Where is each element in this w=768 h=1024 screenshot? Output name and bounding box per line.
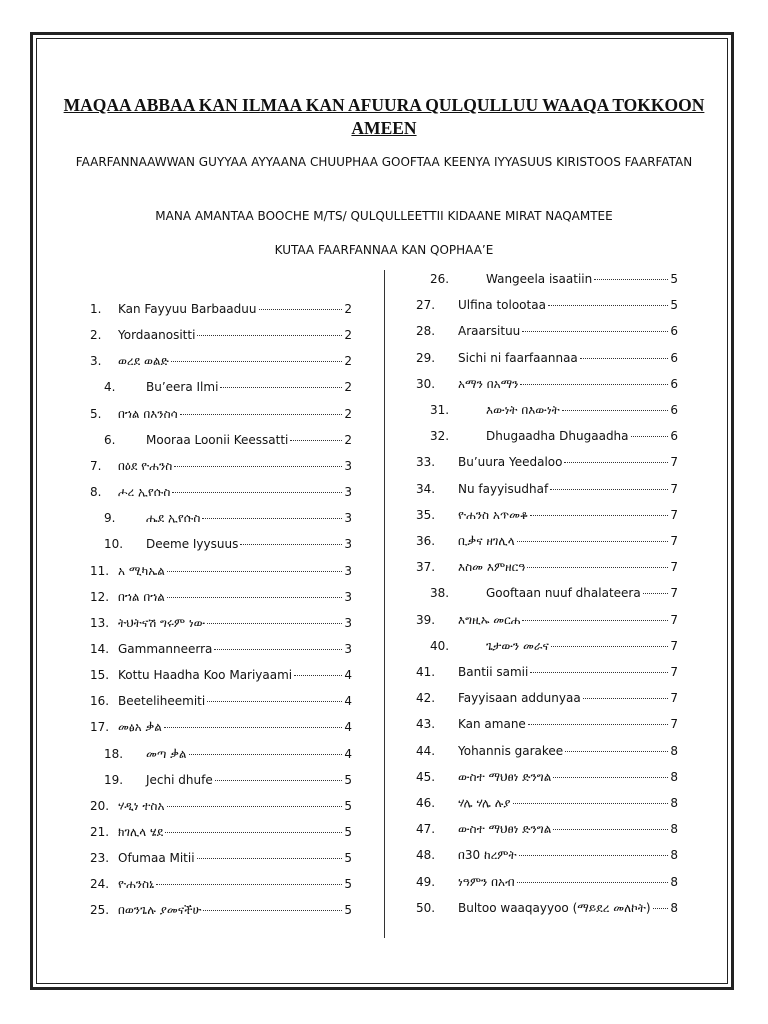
toc-entry[interactable] xyxy=(90,720,352,740)
toc-entry-number: 44. xyxy=(416,743,436,758)
toc-entry[interactable] xyxy=(416,901,678,921)
toc-entry-leader xyxy=(517,541,669,542)
toc-entry-title: Jechi dhufe xyxy=(146,772,213,787)
toc-entry-page: 4 xyxy=(344,694,352,709)
toc-entry-leader xyxy=(522,331,668,332)
toc-entry-leader xyxy=(171,361,343,362)
toc-entry-page: 2 xyxy=(344,432,352,447)
toc-entry-number: 48. xyxy=(416,848,436,863)
toc-entry[interactable] xyxy=(90,694,352,714)
toc-entry[interactable] xyxy=(416,848,678,868)
church-name: MANA AMANTAA BOOCHE M/TS/ QULQULLEETTII KIDAANE MIRAT NAQAMTEE xyxy=(155,209,613,223)
toc-entry-leader xyxy=(189,754,343,755)
toc-entry-title: ወረደ ወልድ xyxy=(118,354,169,369)
toc-entry-page: 6 xyxy=(670,429,678,444)
toc-entry-number: 27. xyxy=(416,298,436,313)
toc-entry-number: 47. xyxy=(416,822,436,837)
toc-entry-title: ሖረ ኢየሱስ xyxy=(118,485,171,500)
toc-entry[interactable] xyxy=(90,616,352,636)
toc-entry-number: 20. xyxy=(90,798,110,813)
toc-entry-title: Nu fayyisudhaf xyxy=(458,481,549,496)
toc-entry-page: 3 xyxy=(344,485,352,500)
toc-entry-leader xyxy=(530,515,668,516)
toc-entry-title: በኀል በኀል xyxy=(118,589,165,604)
toc-entry-leader xyxy=(565,751,668,752)
toc-entry-page: 5 xyxy=(670,298,678,313)
toc-entry-number: 3. xyxy=(90,354,102,369)
toc-entry-page: 2 xyxy=(344,406,352,421)
toc-entry-number: 31. xyxy=(430,403,450,417)
toc-entry-page: 7 xyxy=(670,455,678,470)
toc-entry-leader xyxy=(180,414,343,415)
toc-entry-page: 7 xyxy=(670,507,678,522)
toc-entry-leader xyxy=(528,724,669,725)
toc-entry-page: 2 xyxy=(344,328,352,343)
document-subtitle: FAARFANNAAWWAN GUYYAA AYYAANA CHUUPHAA GOOFTAA KEENYA IYYASUUS KIRISTOOS FAARFATAN xyxy=(75,155,693,169)
toc-entry[interactable] xyxy=(90,302,352,322)
toc-entry-leader xyxy=(197,335,342,336)
toc-entry[interactable] xyxy=(104,511,352,531)
toc-entry-title: በዕደ ዮሐንስ xyxy=(118,458,173,473)
toc-entry-page: 8 xyxy=(670,769,678,784)
toc-entry-page: 3 xyxy=(344,641,352,656)
toc-entry-number: 49. xyxy=(416,874,436,889)
toc-entry[interactable] xyxy=(416,822,678,842)
toc-entry-leader xyxy=(530,672,668,673)
toc-entry-title: Bantii samii xyxy=(458,665,529,679)
toc-entry-page: 7 xyxy=(670,717,678,732)
toc-entry-leader xyxy=(294,675,342,676)
toc-entry-page: 4 xyxy=(344,746,352,761)
toc-entry[interactable] xyxy=(90,407,352,427)
toc-entry-number: 36. xyxy=(416,534,436,548)
toc-entry-number: 41. xyxy=(416,665,436,679)
toc-entry-page: 3 xyxy=(344,615,352,630)
toc-entry-page: 8 xyxy=(670,743,678,758)
toc-entry-title: ክገሊላ ሄደ xyxy=(118,825,164,839)
toc-entry-number: 13. xyxy=(90,615,110,630)
toc-entry[interactable] xyxy=(416,455,678,475)
toc-entry-number: 23. xyxy=(90,851,110,866)
toc-entry-leader xyxy=(215,780,343,781)
toc-entry[interactable] xyxy=(416,796,678,816)
toc-entry-title: Mooraa Loonii Keessatti xyxy=(146,432,289,447)
toc-entry[interactable] xyxy=(90,485,352,505)
toc-entry-page: 6 xyxy=(670,350,678,365)
toc-entry-number: 30. xyxy=(416,376,436,391)
toc-entry-page: 8 xyxy=(670,900,678,915)
toc-entry-number: 1. xyxy=(90,302,102,316)
toc-entry-leader xyxy=(513,803,669,804)
toc-entry[interactable] xyxy=(90,825,352,845)
toc-entry-page: 5 xyxy=(344,825,352,839)
toc-entry-page: 7 xyxy=(670,560,678,575)
toc-entry-number: 17. xyxy=(90,720,110,735)
toc-entry-title: ሔደ ኢየሱስ xyxy=(146,511,201,526)
toc-entry-leader xyxy=(290,440,342,441)
toc-entry-page: 3 xyxy=(344,563,352,578)
toc-entry-leader xyxy=(550,489,668,490)
toc-entry-number: 19. xyxy=(104,772,124,787)
toc-entry-number: 26. xyxy=(430,272,450,286)
toc-entry-page: 7 xyxy=(670,586,678,601)
toc-entry-title: ትህትናሽ ግሩም ነው xyxy=(118,615,206,630)
toc-entry-number: 42. xyxy=(416,691,436,706)
toc-entry-page: 2 xyxy=(344,380,352,395)
toc-entry-number: 6. xyxy=(104,432,116,447)
toc-entry[interactable] xyxy=(90,564,352,584)
toc-entry-title: Kottu Haadha Koo Mariyaami xyxy=(118,668,293,683)
document-title: MAQAA ABBAA KAN ILMAA KAN AFUURA QULQULLUU WAAQA TOKKOON AMEEN xyxy=(63,95,705,138)
toc-entry-title: Yordaanositti xyxy=(118,328,196,343)
toc-entry-page: 8 xyxy=(670,848,678,863)
toc-entry-page: 7 xyxy=(670,638,678,653)
toc-entry[interactable] xyxy=(90,668,352,688)
toc-entry-number: 33. xyxy=(416,455,436,470)
toc-entry[interactable] xyxy=(90,851,352,871)
toc-entry-number: 50. xyxy=(416,900,436,915)
toc-entry-leader xyxy=(519,855,669,856)
toc-entry-number: 14. xyxy=(90,641,110,656)
toc-entry-number: 40. xyxy=(430,638,450,653)
toc-entry-number: 11. xyxy=(90,563,110,578)
toc-entry-title: መጣ ቃል xyxy=(146,746,187,761)
toc-entry-number: 24. xyxy=(90,877,110,892)
toc-entry[interactable] xyxy=(416,665,678,685)
toc-entry-page: 5 xyxy=(670,272,678,286)
toc-entry-number: 7. xyxy=(90,458,102,473)
toc-entry[interactable] xyxy=(90,590,352,610)
toc-entry-page: 5 xyxy=(344,903,352,918)
toc-entry-leader xyxy=(553,777,668,778)
toc-entry-leader xyxy=(207,623,342,624)
toc-entry-leader xyxy=(220,387,342,388)
toc-entry[interactable] xyxy=(90,459,352,479)
toc-entry-leader xyxy=(167,806,343,807)
toc-entry-number: 43. xyxy=(416,717,436,732)
toc-entry-leader xyxy=(259,309,343,310)
toc-entry-number: 15. xyxy=(90,668,110,683)
toc-entry[interactable] xyxy=(416,377,678,397)
toc-entry-leader xyxy=(631,436,669,437)
toc-entry[interactable] xyxy=(416,744,678,764)
toc-entry-title: አ ሚካኤል xyxy=(118,563,165,578)
toc-entry-title: መፅአ ቃል xyxy=(118,720,162,735)
toc-entry-page: 7 xyxy=(670,481,678,496)
toc-entry-title: Beeteliheemiti xyxy=(118,694,206,709)
toc-entry-number: 9. xyxy=(104,511,116,526)
toc-entry[interactable] xyxy=(416,298,678,318)
toc-entry-page: 3 xyxy=(344,458,352,473)
toc-entry[interactable] xyxy=(416,482,678,502)
toc-entry-leader xyxy=(156,884,342,885)
toc-entry-page: 6 xyxy=(670,376,678,391)
toc-entry-page: 2 xyxy=(344,302,352,316)
toc-entry-leader xyxy=(164,727,343,728)
toc-entry[interactable] xyxy=(430,429,678,449)
toc-entry[interactable] xyxy=(416,324,678,344)
toc-entry-page: 2 xyxy=(344,354,352,369)
toc-entry-title: Kan amane xyxy=(458,717,526,732)
toc-entry-title: በኀል በእንስሳ xyxy=(118,406,178,421)
toc-entry-title: Dhugaadha Dhugaadha xyxy=(486,429,629,444)
toc-entry-page: 7 xyxy=(670,534,678,548)
toc-entry[interactable] xyxy=(430,403,678,423)
toc-entry-leader xyxy=(643,593,669,594)
toc-entry-title: እውነት በእውነት xyxy=(486,403,560,417)
toc-entry[interactable] xyxy=(416,508,678,528)
toc-entry-title: Ulfina tolootaa xyxy=(458,298,546,313)
toc-entry-title: Yohannis garakee xyxy=(458,743,564,758)
toc-entry-leader xyxy=(197,858,343,859)
toc-entry-number: 18. xyxy=(104,746,124,761)
toc-entry[interactable] xyxy=(416,691,678,711)
toc-entry-page: 3 xyxy=(344,589,352,604)
toc-entry[interactable] xyxy=(416,875,678,895)
toc-entry-leader xyxy=(517,882,669,883)
toc-entry-leader xyxy=(203,910,342,911)
toc-entry-page: 4 xyxy=(344,720,352,735)
toc-entry-page: 7 xyxy=(670,612,678,627)
toc-entry-leader xyxy=(167,597,343,598)
toc-entry-number: 37. xyxy=(416,560,436,575)
toc-entry-number: 8. xyxy=(90,485,102,500)
toc-entry-leader xyxy=(522,620,668,621)
toc-entry-page: 6 xyxy=(670,403,678,417)
toc-entry-leader xyxy=(520,384,668,385)
toc-entry-leader xyxy=(562,410,669,411)
toc-entry[interactable] xyxy=(104,747,352,767)
toc-entry-title: ውስተ ማህፀነ ድንግል xyxy=(458,769,552,784)
toc-entry[interactable] xyxy=(416,770,678,790)
toc-entry-leader xyxy=(240,544,342,545)
toc-entry-leader xyxy=(527,567,668,568)
toc-entry-title: ሃሌ ሃሌ ሉያ xyxy=(458,796,511,810)
toc-entry-number: 46. xyxy=(416,796,436,810)
toc-entry-title: Wangeela isaatiin xyxy=(486,272,593,286)
toc-entry-number: 25. xyxy=(90,903,110,918)
toc-entry-title: ዮሐንስኒ xyxy=(118,877,155,892)
toc-entry-page: 3 xyxy=(344,511,352,526)
toc-entry[interactable] xyxy=(90,903,352,923)
toc-entry[interactable] xyxy=(430,639,678,659)
toc-entry-number: 39. xyxy=(416,612,436,627)
toc-entry[interactable] xyxy=(90,799,352,819)
toc-entry-title: Bultoo waaqayyoo (ማይደረ መለኮት) xyxy=(458,900,651,915)
toc-entry-number: 28. xyxy=(416,324,436,339)
toc-entry[interactable] xyxy=(430,586,678,606)
toc-entry-page: 5 xyxy=(344,877,352,892)
toc-entry[interactable] xyxy=(416,534,678,554)
toc-entry-number: 29. xyxy=(416,350,436,365)
toc-entry[interactable] xyxy=(90,328,352,348)
toc-entry-title: Fayyisaan addunyaa xyxy=(458,691,581,706)
toc-entry-leader xyxy=(551,646,669,647)
toc-entry-title: ጌታውን መራና xyxy=(486,638,549,653)
toc-entry-number: 21. xyxy=(90,825,110,839)
toc-entry[interactable] xyxy=(90,354,352,374)
toc-entry-number: 16. xyxy=(90,694,110,709)
toc-entry-title: ውስተ ማህፀነ ድንግል xyxy=(458,822,552,837)
toc-entry-title: Gammanneerra xyxy=(118,641,213,656)
toc-entry-title: በ30 ከረምት xyxy=(458,848,517,863)
toc-entry[interactable] xyxy=(430,272,678,292)
toc-entry-leader xyxy=(653,908,669,909)
toc-entry-title: በወንጌሉ ያመናችሁ xyxy=(118,903,202,918)
section-heading: KUTAA FAARFANNAA KAN QOPHAA’E xyxy=(274,243,494,257)
toc-entry-title: ቢቃና ዘገሊላ xyxy=(458,534,515,548)
toc-entry[interactable] xyxy=(416,613,678,633)
toc-entry-title: Kan Fayyuu Barbaaduu xyxy=(118,302,257,316)
toc-entry-leader xyxy=(214,649,342,650)
toc-entry-page: 5 xyxy=(344,851,352,866)
toc-entry-leader xyxy=(172,492,342,493)
toc-entry-page: 8 xyxy=(670,874,678,889)
toc-entry-number: 10. xyxy=(104,537,124,552)
toc-entry-number: 45. xyxy=(416,769,436,784)
toc-entry-number: 38. xyxy=(430,586,450,601)
toc-entry-leader xyxy=(207,701,342,702)
toc-entry-title: አማን በአማን xyxy=(458,376,519,391)
toc-entry-leader xyxy=(202,518,342,519)
toc-entry-page: 7 xyxy=(670,665,678,679)
toc-entry-leader xyxy=(580,358,669,359)
toc-entry-title: Gooftaan nuuf dhalateera xyxy=(486,586,641,601)
toc-entry-page: 4 xyxy=(344,668,352,683)
toc-entry-leader xyxy=(167,571,343,572)
toc-entry-page: 8 xyxy=(670,796,678,810)
toc-entry[interactable] xyxy=(104,433,352,453)
toc-entry-title: ሃዲነ ተስአ xyxy=(118,798,165,813)
toc-entry-title: Deeme Iyysuus xyxy=(146,537,239,552)
toc-entry-number: 5. xyxy=(90,406,102,421)
toc-entry-number: 35. xyxy=(416,507,436,522)
toc-entry-leader xyxy=(553,829,668,830)
toc-entry-page: 5 xyxy=(344,772,352,787)
toc-entry[interactable] xyxy=(416,560,678,580)
toc-entry-title: እስመ እምዘርዓ xyxy=(458,560,526,575)
toc-entry-number: 12. xyxy=(90,589,110,604)
toc-entry-title: Bu’eera Ilmi xyxy=(146,380,219,395)
toc-entry[interactable] xyxy=(90,877,352,897)
toc-entry-leader xyxy=(564,462,668,463)
column-divider xyxy=(384,270,385,938)
toc-entry-title: ዮሐንስ አጥመቆ xyxy=(458,507,529,522)
toc-entry-page: 6 xyxy=(670,324,678,339)
toc-entry-number: 4. xyxy=(104,380,116,395)
toc-entry[interactable] xyxy=(416,351,678,371)
toc-entry-number: 32. xyxy=(430,429,450,444)
toc-entry[interactable] xyxy=(104,380,352,400)
toc-entry-page: 8 xyxy=(670,822,678,837)
toc-entry-leader xyxy=(174,466,342,467)
toc-entry-leader xyxy=(548,305,668,306)
toc-entry-title: Ofumaa Mitii xyxy=(118,851,195,866)
toc-entry-title: Araarsituu xyxy=(458,324,521,339)
toc-entry-number: 2. xyxy=(90,328,102,343)
toc-entry[interactable] xyxy=(416,717,678,737)
toc-entry-leader xyxy=(165,832,342,833)
toc-entry-title: Bu’uura Yeedaloo xyxy=(458,455,563,470)
toc-entry[interactable] xyxy=(104,537,352,557)
toc-entry-leader xyxy=(583,698,669,699)
toc-entry-number: 34. xyxy=(416,481,436,496)
toc-entry-title: Sichi ni faarfaannaa xyxy=(458,350,578,365)
toc-entry[interactable] xyxy=(104,773,352,793)
toc-entry-page: 7 xyxy=(670,691,678,706)
toc-entry-leader xyxy=(594,279,668,280)
toc-entry[interactable] xyxy=(90,642,352,662)
toc-entry-page: 5 xyxy=(344,798,352,813)
toc-entry-title: ነዓምን በአብ xyxy=(458,874,515,889)
toc-entry-title: እግዚኡ መርሐ xyxy=(458,612,521,627)
toc-entry-page: 3 xyxy=(344,537,352,552)
